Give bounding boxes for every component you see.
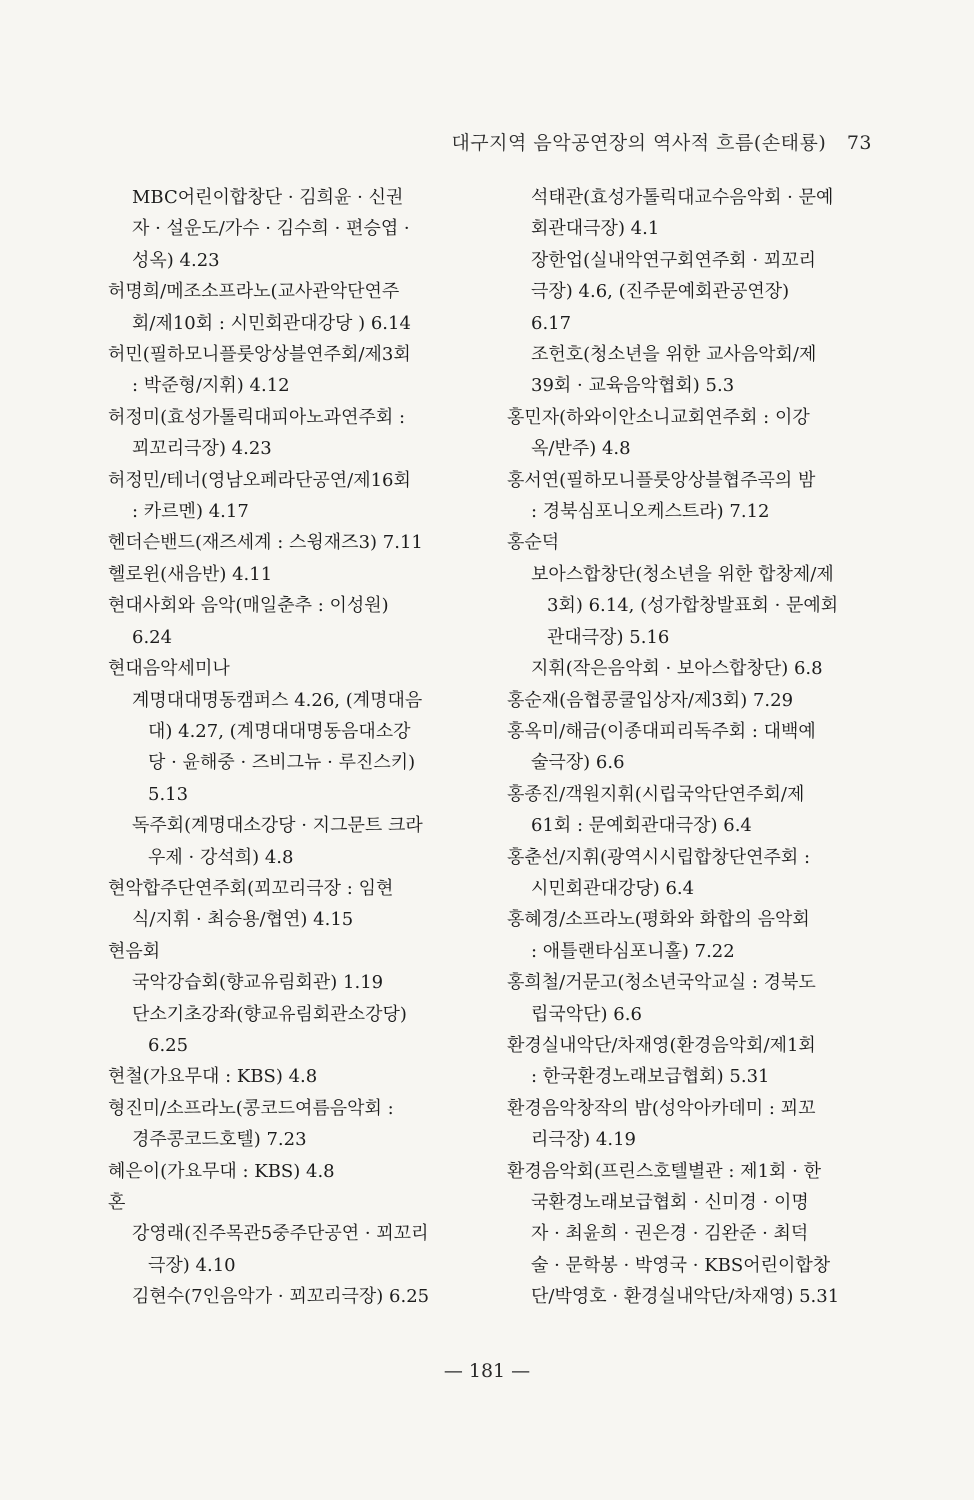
index-entry-line: 혼 bbox=[108, 1192, 126, 1213]
index-subentry-line: 회관대극장) 4.1 bbox=[531, 218, 660, 240]
index-entry-line: 홍희철/거문고(청소년국악교실 : 경북도 bbox=[507, 972, 816, 994]
index-entry-line: 허정민/테너(영남오페라단공연/제16회 bbox=[108, 469, 411, 491]
index-entry-line: 현철(가요무대 : KBS) 4.8 bbox=[108, 1066, 318, 1088]
index-subentry-line: 6.17 bbox=[531, 312, 572, 334]
right-index-column bbox=[507, 182, 879, 1313]
index-subentry-line: 대) 4.27, (계명대대명동음대소강 bbox=[148, 720, 411, 742]
index-subentry-line: : 애틀랜타심포니홀) 7.22 bbox=[531, 940, 735, 962]
index-entry-line: 혜은이(가요무대 : KBS) 4.8 bbox=[108, 1160, 335, 1182]
left-index-column bbox=[108, 182, 480, 1313]
index-entry-line: 헬로윈(새음반) 4.11 bbox=[108, 563, 273, 585]
index-subentry-line: 39회 · 교육음악협회) 5.3 bbox=[531, 375, 735, 397]
index-entry-line: 홍민자(하와이안소니교회연주회 : 이강 bbox=[507, 406, 810, 428]
index-entry-line: 허명희/메조소프라노(교사관악단연주 bbox=[108, 281, 400, 303]
index-entry-line: 환경실내악단/차재영(환경음악회/제1회 bbox=[507, 1034, 816, 1056]
running-title: 대구지역 음악공연장의 역사적 흐름(손태룡) bbox=[451, 132, 827, 154]
index-subentry-line: 조헌호(청소년을 위한 교사음악회/제 bbox=[531, 344, 817, 366]
index-subentry-line: 당 · 윤해중 · 즈비그뉴 · 루진스키) bbox=[148, 752, 416, 774]
running-header bbox=[451, 128, 872, 155]
index-subentry-line: 우제 · 강석희) 4.8 bbox=[148, 846, 294, 868]
index-subentry-line: 리극장) 4.19 bbox=[531, 1129, 636, 1151]
index-subentry-line: 5.13 bbox=[148, 783, 189, 805]
index-entry-line: 허정미(효성가톨릭대피아노과연주회 : bbox=[108, 406, 406, 428]
index-subentry-line: 극장) 4.10 bbox=[148, 1254, 236, 1276]
index-subentry-line: 자 · 최윤희 · 권은경 · 김완준 · 최덕 bbox=[531, 1223, 809, 1245]
index-subentry-line: : 경북심포니오케스트라) 7.12 bbox=[531, 501, 770, 523]
index-subentry-line: MBC어린이합창단 · 김희윤 · 신권 bbox=[132, 187, 404, 208]
index-entry-line: 홍춘선/지휘(광역시시립합창단연주회 : bbox=[507, 846, 811, 868]
index-subentry-line: 3회) 6.14, (성가합창발표회 · 문예회 bbox=[547, 595, 839, 617]
index-subentry-line: 옥/반주) 4.8 bbox=[531, 438, 631, 460]
index-entry-line: 홍순재(음협콩쿨입상자/제3회) 7.29 bbox=[507, 689, 794, 711]
index-subentry-line: 단소기초강좌(향교유림회관소강당) bbox=[132, 1003, 407, 1025]
index-entry-line: 형진미/소프라노(콩코드여름음악회 : bbox=[108, 1097, 394, 1119]
index-entry-line: 현대음악세미나 bbox=[108, 658, 230, 680]
index-subentry-line: 보아스합창단(청소년을 위한 합창제/제 bbox=[531, 563, 834, 585]
index-entry-line: 홍순덕 bbox=[507, 532, 560, 554]
index-subentry-line: 립국악단) 6.6 bbox=[531, 1003, 642, 1025]
index-subentry-line: 독주회(계명대소강당 · 지그문트 크라 bbox=[132, 815, 423, 837]
index-subentry-line: 술극장) 6.6 bbox=[531, 752, 625, 774]
index-subentry-line: 술 · 문학봉 · 박영국 · KBS어린이합창 bbox=[531, 1254, 831, 1276]
index-entry-line: 허민(필하모니플룻앙상블연주회/제3회 bbox=[108, 344, 411, 366]
index-subentry-line: 계명대대명동캠퍼스 4.26, (계명대음 bbox=[132, 689, 423, 711]
index-subentry-line: 장한업(실내악연구회연주회 · 꾀꼬리 bbox=[531, 249, 817, 271]
footer-page-number: — 181 — bbox=[443, 1360, 531, 1382]
index-subentry-line: 관대극장) 5.16 bbox=[547, 626, 670, 648]
index-subentry-line: 국악강습회(향교유림회관) 1.19 bbox=[132, 972, 384, 994]
index-entry-line: 현음회 bbox=[108, 940, 161, 962]
index-subentry-line: 식/지휘 · 최승용/협연) 4.15 bbox=[132, 909, 354, 931]
index-subentry-line: : 한국환경노래보급협회) 5.31 bbox=[531, 1066, 770, 1088]
index-subentry-line: 회/제10회 : 시민회관대강당 ) 6.14 bbox=[132, 312, 411, 334]
index-subentry-line: 강영래(진주목관5중주단공연 · 꾀꼬리 bbox=[132, 1223, 429, 1245]
index-subentry-line: 시민회관대강당) 6.4 bbox=[531, 877, 695, 899]
index-subentry-line: 자 · 설운도/가수 · 김수희 · 편승엽 · bbox=[132, 218, 410, 240]
index-subentry-line: 61회 : 문예회관대극장) 6.4 bbox=[531, 815, 752, 837]
index-entry-line: 헨더슨밴드(재즈세계 : 스윙재즈3) 7.11 bbox=[108, 532, 423, 554]
index-entry-line: 환경음악회(프린스호텔별관 : 제1회 · 한 bbox=[507, 1160, 821, 1182]
index-entry-line: 홍서연(필하모니플룻앙상블협주곡의 밤 bbox=[507, 469, 816, 491]
index-entry-line: 홍혜경/소프라노(평화와 화합의 음악회 bbox=[507, 909, 810, 931]
index-subentry-line: : 카르멘) 4.17 bbox=[132, 501, 249, 523]
index-subentry-line: 단/박영호 · 환경실내악단/차재영) 5.31 bbox=[531, 1286, 840, 1308]
page-footer bbox=[0, 1360, 974, 1382]
index-subentry-line: 6.24 bbox=[132, 626, 173, 648]
header-page-number: 73 bbox=[846, 132, 872, 154]
index-subentry-line: 꾀꼬리극장) 4.23 bbox=[132, 438, 272, 460]
index-subentry-line: 성옥) 4.23 bbox=[132, 249, 220, 271]
index-entry-line: 홍옥미/해금(이종대피리독주회 : 대백예 bbox=[507, 720, 816, 742]
index-subentry-line: 6.25 bbox=[148, 1034, 189, 1056]
index-entry-line: 환경음악창작의 밤(성악아카데미 : 꾀꼬 bbox=[507, 1097, 816, 1119]
index-subentry-line: 경주콩코드호텔) 7.23 bbox=[132, 1129, 307, 1151]
index-subentry-line: 극장) 4.6, (진주문예회관공연장) bbox=[531, 281, 790, 303]
index-subentry-line: 지휘(작은음악회 · 보아스합창단) 6.8 bbox=[531, 658, 823, 680]
index-entry-line: 현악합주단연주회(꾀꼬리극장 : 임현 bbox=[108, 877, 394, 899]
index-subentry-line: 김현수(7인음악가 · 꾀꼬리극장) 6.25 bbox=[132, 1286, 430, 1308]
index-subentry-line: 석태관(효성가톨릭대교수음악회 · 문예 bbox=[531, 187, 834, 208]
index-entry-line: 현대사회와 음악(매일춘추 : 이성원) bbox=[108, 595, 389, 617]
index-subentry-line: 국환경노래보급협회 · 신미경 · 이명 bbox=[531, 1192, 809, 1213]
index-entry-line: 홍종진/객원지휘(시립국악단연주회/제 bbox=[507, 783, 805, 805]
index-subentry-line: : 박준형/지휘) 4.12 bbox=[132, 375, 290, 397]
